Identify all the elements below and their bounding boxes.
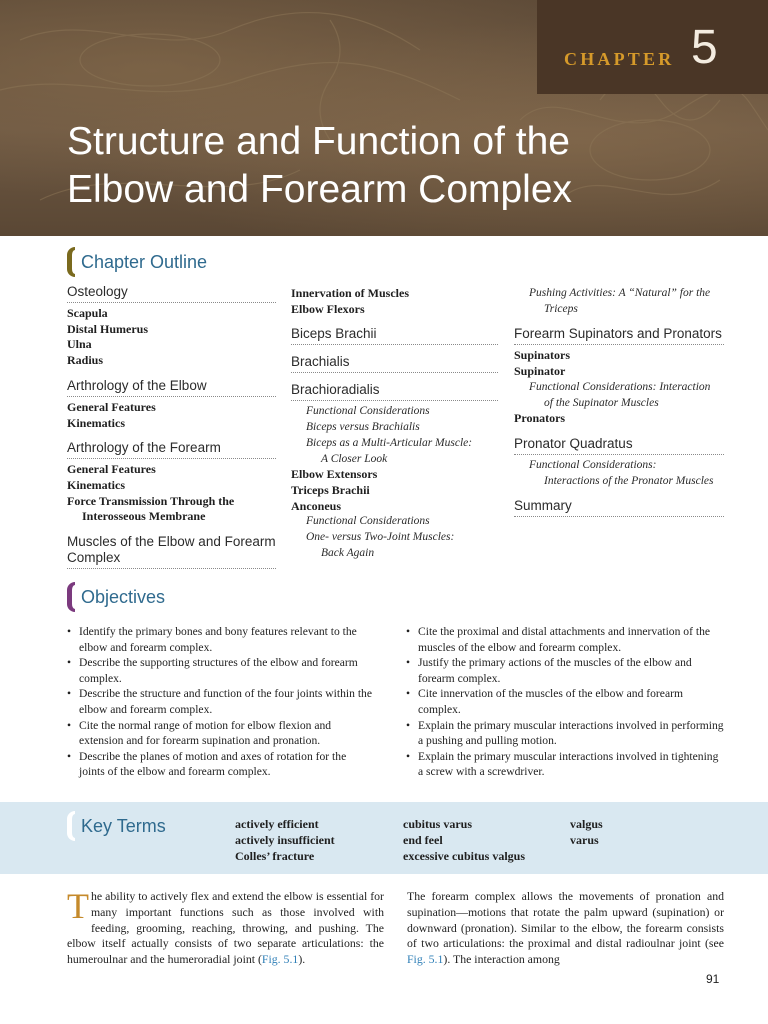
outline-item: Functional Considerations — [306, 405, 430, 418]
objective-item: • Cite innervation of the muscles of the elbow and forearm complex. — [406, 686, 724, 717]
outline-item: Elbow Extensors — [291, 467, 378, 482]
drop-cap: T — [67, 886, 89, 926]
objectives-title: Objectives — [81, 586, 166, 607]
outline-column-1 — [67, 284, 276, 572]
outline-item: Functional Considerations: Interaction — [529, 380, 711, 393]
key-term: cubitus varus — [403, 817, 473, 831]
key-terms-bracket-icon — [67, 811, 75, 841]
outline-item: Functional Considerations: — [529, 458, 657, 471]
outline-item: of the Supinator Muscles — [544, 396, 659, 409]
body-paragraph-left — [67, 886, 384, 968]
chapter-number: 5 — [691, 21, 718, 74]
outline-item: Osteology — [67, 284, 276, 303]
outline-item: Biceps Brachii — [291, 326, 498, 345]
figure-link[interactable]: Fig. 5.1 — [407, 952, 444, 967]
outline-item: Ulna — [67, 337, 92, 352]
outline-title: Chapter Outline — [81, 251, 208, 272]
objective-item: • Justify the primary actions of the muscles of the elbow and forearm complex. — [406, 655, 724, 686]
outline-item: Elbow Flexors — [291, 301, 365, 316]
key-term: varus — [570, 833, 599, 847]
outline-item: Brachioradialis — [291, 382, 498, 401]
outline-item: One- versus Two-Joint Muscles: — [306, 531, 455, 544]
figure-link[interactable]: Fig. 5.1 — [261, 952, 299, 967]
outline-item: Kinematics — [67, 477, 125, 492]
outline-item: Functional Considerations — [306, 515, 430, 528]
key-term: excessive cubitus valgus — [403, 849, 526, 863]
objective-item: • Cite the normal range of motion for elbow flexion and extension and for forearm supination and pronation. — [67, 718, 373, 749]
outline-item: Forearm Supinators and Pronators — [514, 326, 724, 345]
chapter-title — [67, 118, 707, 214]
outline-item: Arthrology of the Elbow — [67, 378, 276, 397]
outline-item: Interosseous Membrane — [82, 509, 206, 524]
outline-item: Triceps — [544, 302, 578, 315]
objective-item: • Explain the primary muscular interactions involved in tightening a screw with a screwdriver. — [406, 749, 724, 780]
outline-item: Triceps Brachii — [291, 482, 370, 497]
body-right-text-end: ). The interaction among — [443, 952, 560, 967]
objective-item: • Explain the primary muscular interactions involved in performing a pushing and pulling motion. — [406, 718, 724, 749]
outline-item: Scapula — [67, 306, 108, 320]
outline-item: Interactions of the Pronator Muscles — [544, 474, 714, 487]
body-left-text-end: ). — [298, 952, 306, 967]
outline-item: Biceps versus Brachialis — [306, 421, 420, 434]
outline-item: Force Transmission Through the — [67, 493, 235, 508]
objective-item: • Describe the structure and function of the four joints within the elbow and forearm complex. — [67, 686, 373, 717]
chapter-word: CHAPTER — [564, 49, 675, 69]
outline-item: Arthrology of the Forearm — [67, 440, 276, 459]
key-terms-column-3 — [570, 816, 603, 848]
outline-item: Innervation of Muscles — [291, 286, 409, 300]
outline-item: Muscles of the Elbow and Forearm Complex — [67, 534, 276, 569]
outline-item: Supinators — [514, 348, 571, 363]
chapter-title-line-1: Structure and Function of the — [67, 120, 570, 163]
chapter-title-line-2: Elbow and Forearm Complex — [67, 168, 573, 211]
body-left-text: he ability to actively flex and extend the elbow is essential for many important functions such as those involved with feeding, grooming, reaching, throwing, and pushing. The elbow itself actually consists of two separate articulations: the humeroulnar and the humeroradial joint ( — [67, 889, 384, 967]
objectives-heading — [67, 582, 165, 612]
outline-column-2 — [291, 286, 498, 561]
page-number: 91 — [706, 972, 720, 986]
outline-item: Pronator Quadratus — [514, 436, 724, 455]
outline-item: Pushing Activities: A “Natural” for the — [529, 287, 711, 299]
key-term: end feel — [403, 833, 443, 847]
objectives-left — [67, 624, 373, 780]
key-terms-title: Key Terms — [81, 815, 166, 836]
objective-item: • Identify the primary bones and bony features relevant to the elbow and forearm complex. — [67, 624, 373, 655]
key-terms-heading — [67, 811, 166, 841]
outline-heading — [67, 247, 207, 277]
outline-item: Brachialis — [291, 354, 498, 373]
outline-item: Summary — [514, 498, 724, 517]
key-term: valgus — [570, 817, 603, 831]
outline-item: Kinematics — [67, 415, 125, 430]
body-paragraph-right — [407, 889, 724, 968]
outline-item: Pronators — [514, 411, 566, 426]
objectives-right — [406, 624, 724, 780]
key-terms-column-2 — [403, 816, 525, 864]
objective-item: • Cite the proximal and distal attachments and innervation of the muscles of the elbow and forearm complex. — [406, 624, 724, 655]
objectives-bracket-icon — [67, 582, 75, 612]
outline-item: General Features — [67, 462, 156, 477]
key-term: Colles’ fracture — [235, 849, 315, 863]
outline-item: Supinator — [514, 364, 566, 379]
key-term: actively efficient — [235, 817, 319, 831]
body-right-text: The forearm complex allows the movements of pronation and supination—motions that rotate the palm upward (supination) or downward (pronation). Similar to the elbow, the forearm consists of two articulations: the proximal and distal radioulnar joint (see — [407, 889, 724, 951]
outline-item: Biceps as a Multi-Articular Muscle: — [306, 436, 473, 449]
chapter-label-box — [537, 0, 768, 94]
objective-item: • Describe the planes of motion and axes of rotation for the joints of the elbow and forearm complex. — [67, 749, 373, 780]
outline-item: Back Again — [321, 546, 375, 559]
outline-column-3 — [514, 286, 724, 520]
outline-item: Radius — [67, 353, 104, 368]
objective-item: • Describe the supporting structures of the elbow and forearm complex. — [67, 655, 373, 686]
outline-bracket-icon — [67, 247, 75, 277]
outline-item: General Features — [67, 399, 156, 414]
chapter-banner — [0, 0, 768, 236]
outline-item: A Closer Look — [321, 452, 388, 465]
outline-item: Distal Humerus — [67, 321, 148, 336]
outline-item: Anconeus — [291, 498, 342, 513]
key-term: actively insufficient — [235, 833, 335, 847]
key-terms-column-1 — [235, 816, 335, 864]
